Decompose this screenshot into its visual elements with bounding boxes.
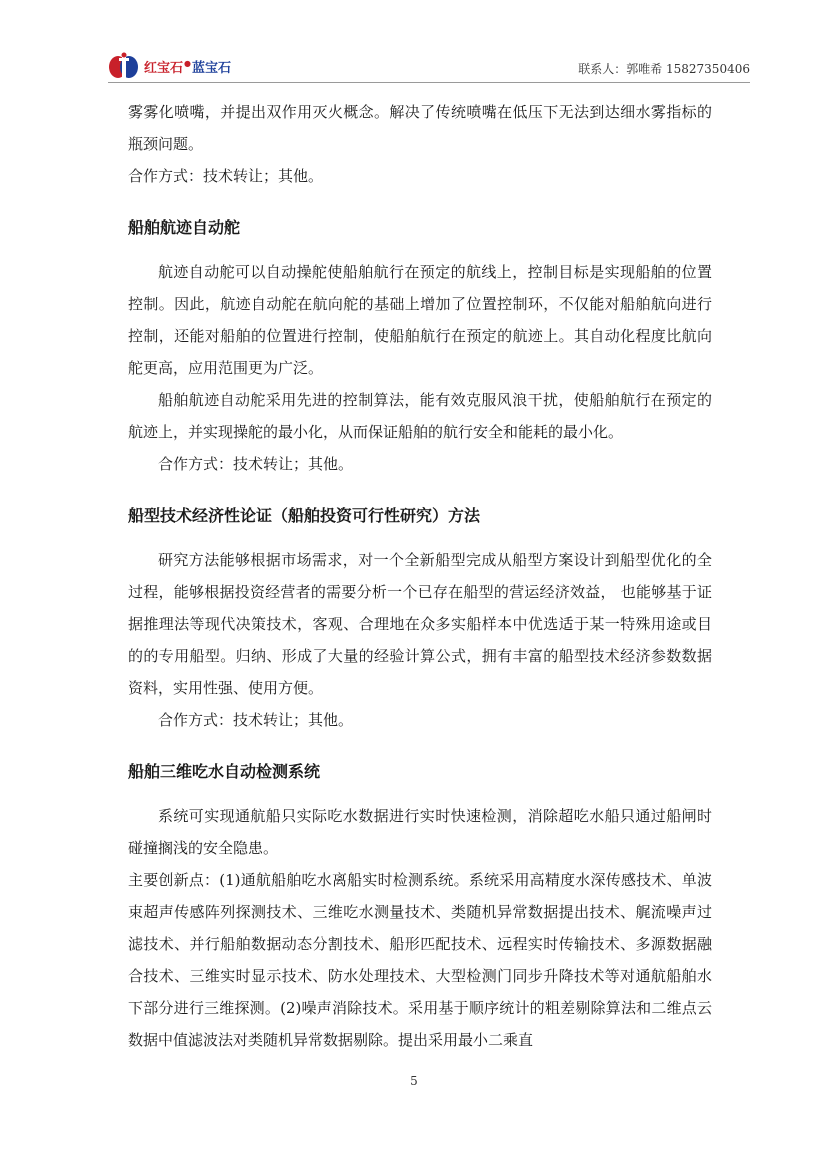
- company-logo: [108, 52, 231, 80]
- logo-text-blue: 蓝宝石: [192, 60, 232, 76]
- paragraph: 船舶航迹自动舵采用先进的控制算法，能有效克服风浪干扰，使船舶航行在预定的航迹上，并实现操舵的最小化，从而保证船舶的航行安全和能耗的最小化。: [128, 391, 712, 441]
- page-number: 5: [410, 1074, 418, 1088]
- paragraph: 合作方式：技术转让；其他。: [158, 455, 354, 473]
- logo-text-red: 红宝石: [144, 60, 184, 76]
- contact-info: 联系人：郭唯希 15827350406: [578, 62, 750, 76]
- paragraph: 航迹自动舵可以自动操舵使船舶航行在预定的航线上，控制目标是实现船舶的位置控制。因此，航迹自动舵在航向舵的基础上增加了位置控制环，不仅能对船舶航向进行控制，还能对船舶的位置进行控制，使船舶航行在预定的航迹上。其自动化程度比航向舵更高，应用范围更为广泛。: [128, 263, 712, 377]
- section-heading: 船舶三维吃水自动检测系统: [128, 762, 321, 781]
- paragraph: 雾雾化喷嘴，并提出双作用灭火概念。解决了传统喷嘴在低压下无法到达细水雾指标的瓶颈问题。: [128, 103, 712, 153]
- paragraph: 主要创新点：(1)通航船舶吃水离船实时检测系统。系统采用高精度水深传感技术、单波束超声传感阵列探测技术、三维吃水测量技术、类随机异常数据提出技术、艉流噪声过滤技术、并行船舶数据动态分割技术、船形匹配技术、远程实时传输技术、多源数据融合技术、三维实时显示技术、防水处理技术、大型检测门同步升降技术等对通航船舶水下部分进行三维探测。(2)噪声消除技术。采用基于顺序统计的粗差剔除算法和二维点云数据中值滤波法对类随机异常数据剔除。提出采用最小二乘直: [128, 871, 712, 1049]
- header-divider: [108, 82, 750, 83]
- paragraph: 合作方式：技术转让；其他。: [128, 167, 324, 185]
- document-body: [128, 96, 712, 1056]
- section-heading: 船舶航迹自动舵: [128, 218, 241, 237]
- paragraph: 合作方式：技术转让；其他。: [158, 711, 354, 729]
- page-header: [108, 50, 750, 86]
- logo-mark-icon: [108, 52, 140, 80]
- logo-dot: ●: [184, 59, 191, 69]
- logo-text: [144, 57, 231, 76]
- paragraph: 系统可实现通航船只实际吃水数据进行实时快速检测，消除超吃水船只通过船闸时碰撞搁浅的安全隐患。: [128, 807, 712, 857]
- paragraph: 研究方法能够根据市场需求，对一个全新船型完成从船型方案设计到船型优化的全过程，能够根据投资经营者的需要分析一个已存在船型的营运经济效益， 也能够基于证据推理法等现代决策技术，客观、合理地在众多实船样本中优选适于某一特殊用途或目的的专用船型。归纳、形成了大量的经验计算公式，拥有丰富的船型技术经济参数数据资料，实用性强、使用方便。: [128, 551, 712, 697]
- section-heading: 船型技术经济性论证（船舶投资可行性研究）方法: [128, 506, 481, 525]
